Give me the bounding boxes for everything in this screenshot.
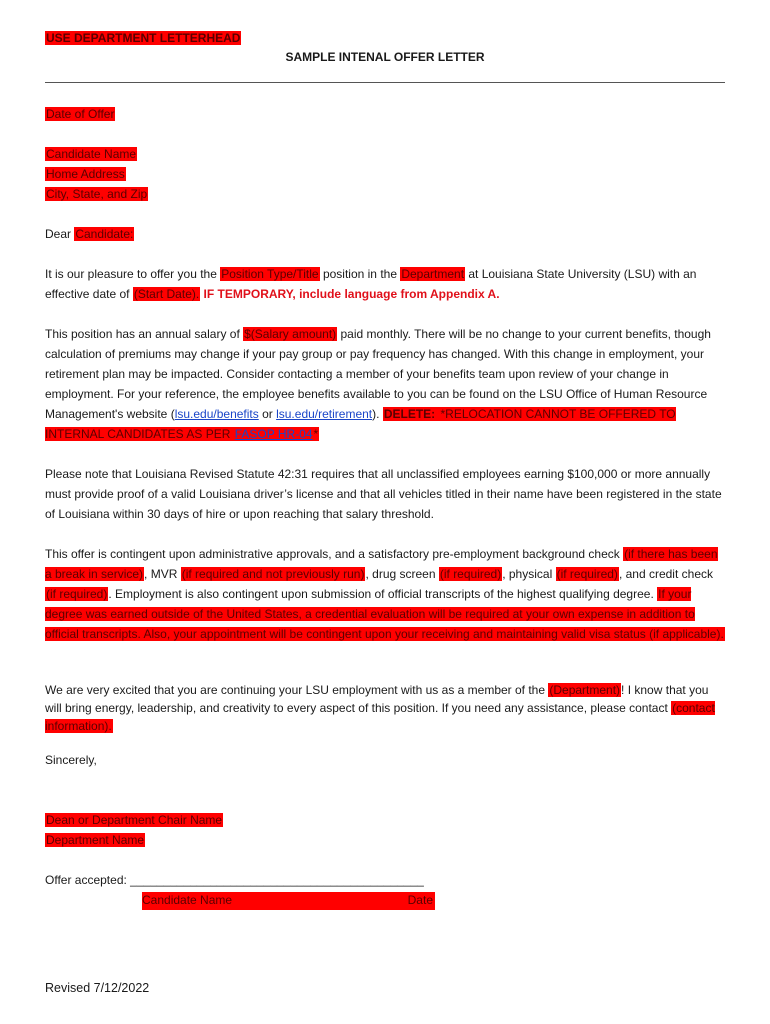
department-placeholder: Department	[401, 267, 465, 281]
date-label: Date	[407, 893, 433, 907]
benefits-link[interactable]: lsu.edu/benefits	[174, 407, 259, 421]
temporary-instruction: IF TEMPORARY, include language from Appendix A.	[200, 287, 500, 301]
salutation	[45, 224, 725, 244]
paragraph-statute: Please note that Louisiana Revised Statute 42:31 requires that all unclassified employees earning $100,000 or more annually must provide proof of a valid Louisiana driver’s license and that all vehicles titled in their name have been registered in the state of Louisiana within 30 days of hire or upon reaching that salary threshold.	[45, 467, 722, 521]
start-date-placeholder: (Start Date).	[133, 287, 200, 301]
text: position in the	[319, 267, 401, 281]
relocation-notice-end: *	[313, 427, 319, 441]
candidate-name-placeholder: Candidate Name	[46, 147, 137, 161]
fasop-link[interactable]: FASOP HR-04	[234, 427, 313, 441]
foreign-degree-placeholder: If your degree was earned outside of the United States, a credential evaluation will be required at your own expense in addition to official transcripts. Also, your appointment will be contingent upon your receiving and maintaining valid visa status (if applicable).	[45, 587, 724, 641]
address-block	[45, 144, 725, 204]
acceptance-line	[45, 873, 424, 887]
physical-placeholder: (if required)	[556, 567, 618, 581]
text: . Employment is also contingent upon submission of official transcripts of the highest qualifying degree.	[108, 587, 658, 601]
text: This position has an annual salary of	[45, 327, 244, 341]
signer-department-placeholder: Department Name	[46, 833, 145, 847]
city-state-zip-placeholder: City, State, and Zip	[46, 187, 148, 201]
drug-screen-placeholder: (if required)	[439, 567, 502, 581]
text: It is our pleasure to offer you the	[45, 267, 221, 281]
text: at Louisiana State University (LSU) with an effective date of	[45, 267, 697, 301]
revision-footer: Revised 7/12/2022	[45, 981, 150, 995]
text: , physical	[502, 567, 556, 581]
text: This offer is contingent upon administrative approvals, and a satisfactory pre-employment background check	[45, 547, 624, 561]
credit-check-placeholder: (if required)	[46, 587, 108, 601]
text: ).	[372, 407, 383, 421]
date-line	[45, 104, 725, 124]
contact-info-placeholder: (contact information).	[45, 701, 715, 733]
department-placeholder-2: (Department)	[549, 683, 621, 697]
paragraph-salary	[45, 324, 725, 444]
mvr-placeholder: (if required and not previously run)	[181, 567, 365, 581]
letterhead-note	[45, 28, 725, 48]
acceptance-labels	[142, 892, 435, 910]
text: ! I know that you will bring energy, leadership, and creativity to every aspect of this position. If you need any assistance, please contact	[45, 683, 709, 715]
home-address-placeholder: Home Address	[46, 167, 125, 181]
header-divider	[45, 82, 725, 83]
closing: Sincerely,	[45, 753, 97, 767]
salutation-name-placeholder: Candidate:	[75, 227, 134, 241]
paragraph-closing-remarks	[45, 681, 725, 735]
text: or	[258, 407, 277, 421]
signer-title-placeholder: Dean or Department Chair Name	[46, 813, 223, 827]
text: , MVR	[144, 567, 181, 581]
signature-block	[45, 810, 725, 850]
text: , drug screen	[365, 567, 439, 581]
text: We are very excited that you are continuing your LSU employment with us as a member of the	[45, 683, 549, 697]
relocation-notice: *RELOCATION CANNOT BE OFFERED TO INTERNAL CANDIDATES AS PER	[45, 407, 676, 441]
text: , and credit check	[618, 567, 713, 581]
text: paid monthly. There will be no change to your current benefits, though calculation of premiums may change if your pay group or pay frequency has changed. With this change in employment, your retirement plan may be impacted. Consider contacting a member of your benefits team upon review of your change in employment. For your reference, the employee benefits available to you can be found on the LSU Office of Human Resource Management's website (	[45, 327, 711, 421]
acceptance-label: Offer accepted:	[45, 873, 131, 887]
break-in-service-placeholder: (if there has been a break in service)	[45, 547, 718, 581]
paragraph-contingencies	[45, 544, 725, 644]
salary-placeholder: $(Salary amount)	[244, 327, 337, 341]
paragraph-offer	[45, 264, 725, 304]
candidate-name-label: Candidate Name	[142, 893, 233, 907]
retirement-link[interactable]: lsu.edu/retirement	[276, 407, 373, 421]
delete-instruction: DELETE:	[383, 407, 436, 421]
date-of-offer-placeholder: Date of Offer	[46, 107, 115, 121]
acceptance-signature-field[interactable]: ____________________________________________	[130, 873, 424, 887]
position-placeholder: Position Type/Title	[221, 267, 319, 281]
document-title: SAMPLE INTENAL OFFER LETTER	[285, 50, 485, 64]
salutation-prefix: Dear	[45, 227, 75, 241]
letterhead-placeholder: USE DEPARTMENT LETTERHEAD	[46, 31, 241, 45]
